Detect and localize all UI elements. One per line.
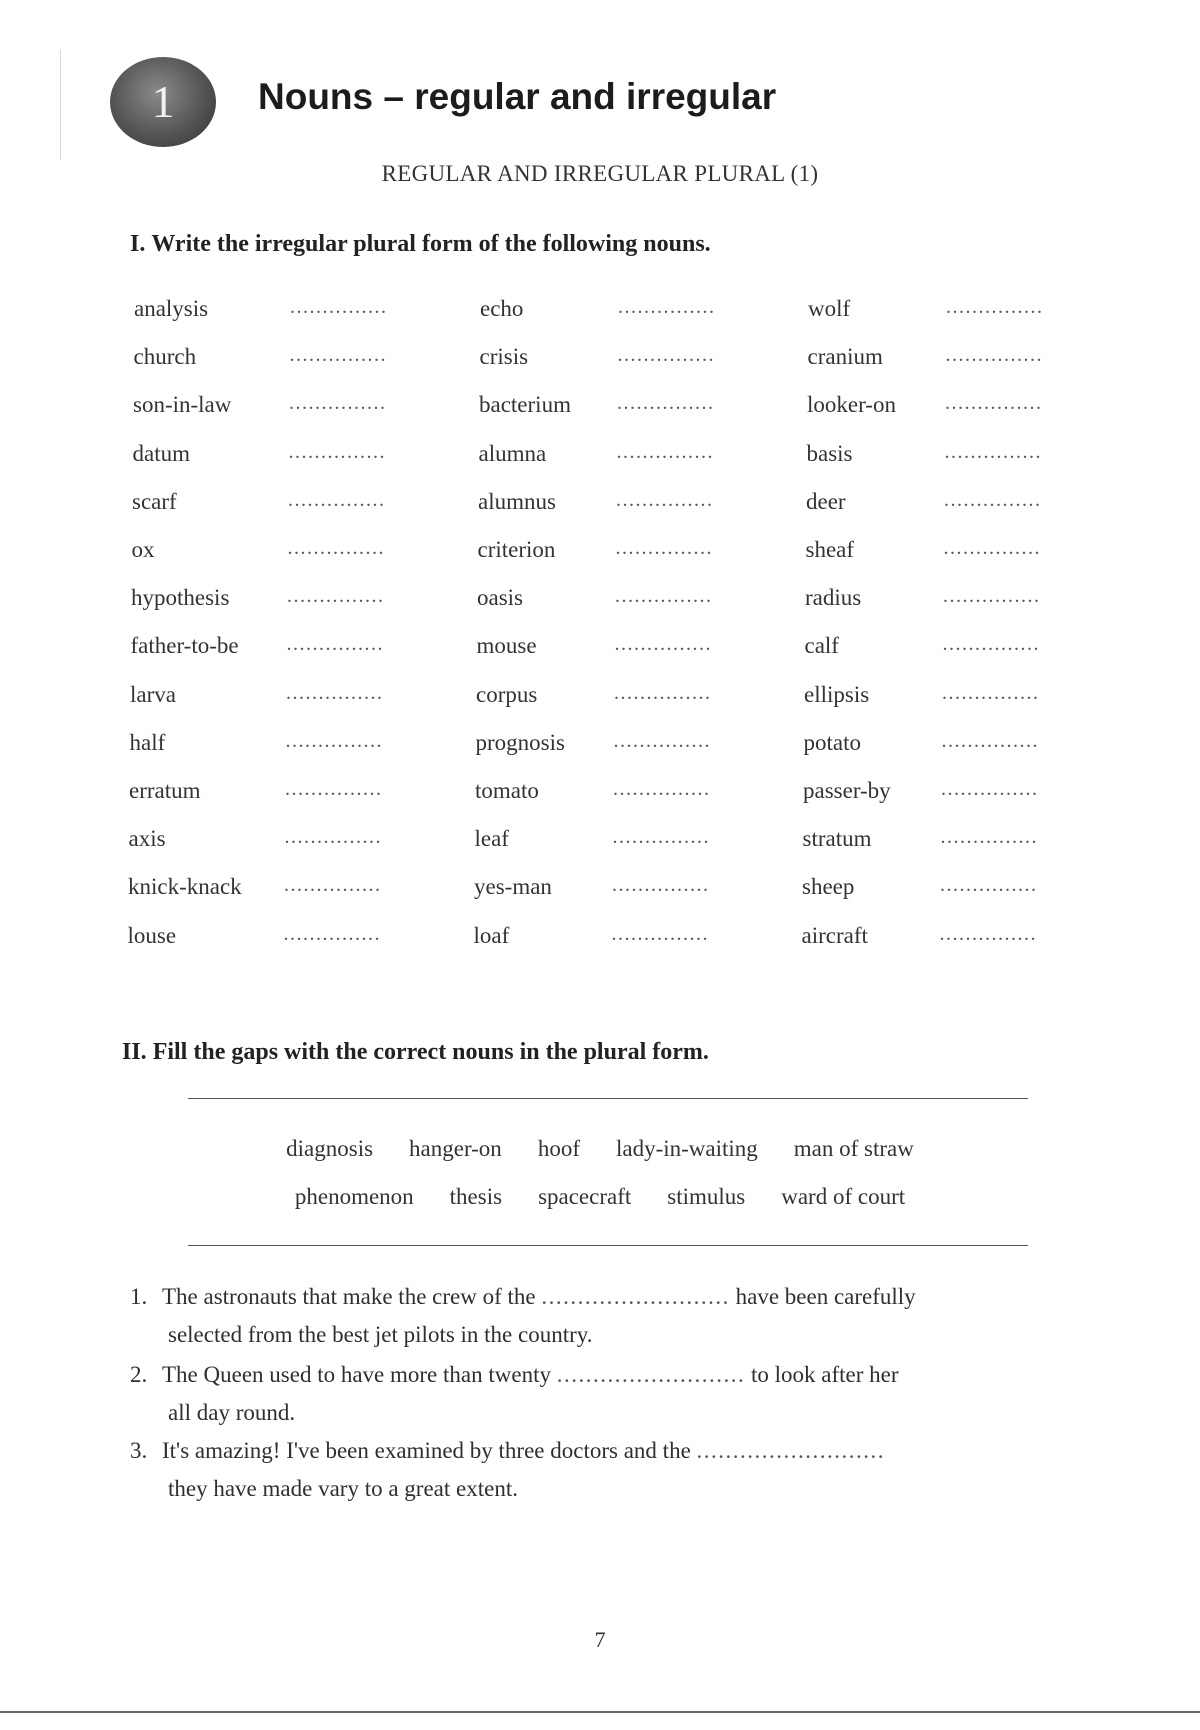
answer-blank[interactable]: ............... [611, 922, 709, 945]
answer-blank[interactable]: ............... [617, 344, 715, 367]
noun-item [131, 633, 431, 663]
answer-blank[interactable]: ............... [939, 922, 1037, 945]
answer-blank[interactable]: ............... [288, 488, 386, 511]
answer-blank[interactable]: ............... [941, 729, 1039, 752]
answer-blank[interactable]: ............... [285, 778, 383, 800]
answer-blank[interactable]: ............... [612, 826, 710, 849]
noun-word: scarf [132, 488, 177, 514]
answer-blank[interactable]: ............... [290, 296, 388, 318]
noun-word: aircraft [801, 922, 868, 948]
word-box-item: hanger-on [409, 1136, 502, 1161]
page-number: 7 [594, 1627, 606, 1652]
noun-item [480, 296, 780, 326]
noun-word: crisis [479, 344, 529, 370]
noun-word: oasis [477, 585, 523, 611]
answer-blank[interactable]: ............... [285, 729, 383, 752]
noun-item [479, 441, 779, 471]
noun-word: erratum [129, 778, 201, 803]
answer-blank[interactable]: ............... [943, 537, 1041, 559]
answer-blank[interactable]: ............... [615, 585, 713, 608]
word-box-row-1 [0, 1136, 1200, 1162]
noun-word: sheep [802, 874, 855, 900]
noun-word: datum [132, 440, 190, 466]
noun-word: father-to-be [130, 633, 239, 659]
noun-word: passer-by [803, 778, 891, 803]
answer-blank[interactable]: ............... [283, 922, 381, 945]
noun-item [804, 730, 1104, 760]
noun-item [802, 923, 1102, 953]
noun-item [807, 392, 1107, 422]
word-box-item: hoof [537, 1136, 580, 1161]
sentence-text: The Queen used to have more than twenty [162, 1362, 551, 1387]
noun-item [808, 296, 1108, 326]
noun-item [128, 874, 428, 904]
answer-blank[interactable]: ............... [284, 874, 382, 897]
sentence-number: 2. [130, 1362, 148, 1387]
noun-item [134, 296, 434, 326]
answer-blank[interactable]: ............... [286, 633, 384, 656]
noun-word: church [133, 344, 197, 370]
noun-item [130, 730, 430, 760]
noun-item [477, 633, 777, 663]
noun-word: larva [130, 681, 176, 707]
answer-blank[interactable]: ............... [943, 585, 1041, 608]
sentence-text: to look after her [750, 1362, 899, 1387]
word-box-item: spacecraft [538, 1184, 632, 1209]
noun-word: analysis [134, 296, 209, 321]
answer-blank[interactable]: ............... [612, 874, 710, 897]
sentence-text: have been carefully [735, 1284, 916, 1309]
word-box-item: ward of court [781, 1184, 906, 1209]
gap-blank: .......................... [556, 1362, 746, 1387]
noun-item [480, 344, 780, 374]
noun-word: hypothesis [131, 585, 230, 611]
answer-blank[interactable]: ............... [941, 778, 1039, 800]
word-box-bottom-rule [188, 1245, 1028, 1246]
noun-word: radius [805, 585, 862, 611]
noun-word: tomato [475, 778, 539, 803]
page-title: Nouns – regular and irregular [258, 76, 777, 117]
noun-word: yes-man [474, 874, 552, 900]
word-box-item: man of straw [793, 1136, 914, 1161]
noun-item [803, 826, 1103, 856]
answer-blank[interactable]: ............... [613, 778, 711, 800]
noun-word: half [129, 729, 166, 755]
noun-item [132, 489, 432, 519]
noun-item [476, 682, 776, 712]
noun-item [478, 489, 778, 519]
answer-blank[interactable]: ............... [940, 826, 1038, 849]
word-box-item: thesis [449, 1184, 503, 1209]
answer-blank[interactable]: ............... [616, 440, 714, 463]
answer-blank[interactable]: ............... [945, 344, 1043, 367]
sentence-2 [130, 1356, 1090, 1432]
exercise-2-number: II. [122, 1039, 147, 1065]
noun-item [131, 585, 431, 615]
noun-item [130, 682, 430, 712]
noun-word: deer [806, 488, 846, 514]
unit-number: 1 [151, 76, 175, 127]
answer-blank[interactable]: ............... [613, 729, 711, 752]
answer-blank[interactable]: ............... [288, 440, 386, 463]
noun-item [807, 441, 1107, 471]
noun-item [806, 489, 1106, 519]
gap-blank: .......................... [541, 1284, 730, 1309]
exercise-1-number: I. [130, 231, 146, 257]
answer-blank[interactable]: ............... [616, 488, 714, 511]
answer-blank[interactable]: ............... [284, 826, 382, 849]
noun-word: louse [127, 922, 177, 948]
noun-item [133, 392, 433, 422]
noun-word: prognosis [475, 729, 565, 755]
sentence-continuation: they have made vary to a great extent. [168, 1476, 518, 1501]
noun-item [474, 874, 774, 904]
answer-blank[interactable]: ............... [618, 296, 716, 318]
sentence-continuation: all day round. [168, 1400, 296, 1425]
sentence-1 [130, 1278, 1090, 1354]
noun-item [479, 392, 779, 422]
answer-blank[interactable]: ............... [946, 296, 1044, 318]
noun-word: loaf [473, 922, 510, 948]
noun-item [133, 441, 433, 471]
noun-item [129, 826, 429, 856]
answer-blank[interactable]: ............... [615, 537, 713, 559]
noun-word: wolf [808, 296, 851, 321]
answer-blank[interactable]: ............... [287, 537, 385, 559]
noun-item [134, 344, 434, 374]
word-box-top-rule [188, 1098, 1028, 1099]
answer-blank[interactable]: ............... [287, 585, 385, 608]
noun-word: criterion [477, 537, 556, 562]
noun-item [132, 537, 432, 567]
noun-word: stratum [802, 826, 872, 852]
noun-word: calf [804, 633, 839, 659]
noun-word: mouse [476, 633, 537, 659]
noun-word: alumnus [478, 488, 556, 514]
word-box-item: stimulus [667, 1184, 746, 1209]
sentence-number: 1. [130, 1284, 148, 1309]
answer-blank[interactable]: ............... [617, 392, 715, 415]
answer-blank[interactable]: ............... [289, 392, 387, 415]
noun-item [475, 778, 775, 808]
sentence-continuation: selected from the best jet pilots in the country. [168, 1322, 593, 1347]
answer-blank[interactable]: ............... [289, 344, 387, 367]
noun-word: knick-knack [128, 874, 242, 900]
noun-word: sheaf [805, 537, 855, 562]
sentence-text: It's amazing! I've been examined by three doctors and the [162, 1438, 691, 1463]
word-box-item: diagnosis [286, 1136, 374, 1161]
gap-blank: .......................... [696, 1438, 886, 1463]
noun-word: son-in-law [133, 392, 232, 418]
exercise-2-heading [122, 1039, 709, 1066]
noun-item [805, 585, 1105, 615]
sentence-3 [130, 1432, 1090, 1508]
noun-item [129, 778, 429, 808]
noun-word: leaf [474, 826, 509, 852]
noun-item [477, 585, 777, 615]
noun-word: alumna [478, 440, 547, 466]
answer-blank[interactable]: ............... [942, 633, 1040, 656]
answer-blank[interactable]: ............... [945, 392, 1043, 415]
answer-blank[interactable]: ............... [940, 874, 1038, 897]
answer-blank[interactable]: ............... [944, 488, 1042, 511]
noun-word: potato [803, 729, 861, 755]
noun-word: ox [131, 537, 155, 562]
word-box-item: phenomenon [294, 1184, 414, 1209]
noun-item [804, 682, 1104, 712]
noun-item [802, 874, 1102, 904]
exercise-2-instruction: Fill the gaps with the correct nouns in the plural form. [152, 1039, 709, 1065]
noun-word: echo [480, 296, 524, 321]
noun-item [475, 826, 775, 856]
noun-item [806, 537, 1106, 567]
answer-blank[interactable]: ............... [942, 681, 1040, 704]
word-box-item: lady-in-waiting [615, 1136, 758, 1161]
answer-blank[interactable]: ............... [614, 681, 712, 704]
noun-word: corpus [476, 681, 538, 707]
noun-word: ellipsis [804, 681, 870, 707]
page-subtitle: REGULAR AND IRREGULAR PLURAL (1) [381, 161, 819, 186]
noun-word: looker-on [807, 392, 896, 418]
noun-item [803, 778, 1103, 808]
noun-item [808, 344, 1108, 374]
exercise-1-instruction: Write the irregular plural form of the following nouns. [151, 231, 711, 257]
noun-word: axis [128, 826, 166, 852]
noun-item [474, 923, 774, 953]
noun-item [478, 537, 778, 567]
noun-word: bacterium [479, 392, 571, 418]
word-box-row-2 [0, 1184, 1200, 1210]
noun-item [128, 923, 428, 953]
answer-blank[interactable]: ............... [614, 633, 712, 656]
answer-blank[interactable]: ............... [944, 440, 1042, 463]
noun-item [476, 730, 776, 760]
noun-word: cranium [807, 344, 883, 370]
answer-blank[interactable]: ............... [286, 681, 384, 704]
noun-item [805, 633, 1105, 663]
noun-word: basis [806, 440, 853, 466]
sentence-number: 3. [130, 1438, 148, 1463]
sentence-text: The astronauts that make the crew of the [162, 1284, 536, 1309]
bottom-rule [0, 1711, 1200, 1713]
